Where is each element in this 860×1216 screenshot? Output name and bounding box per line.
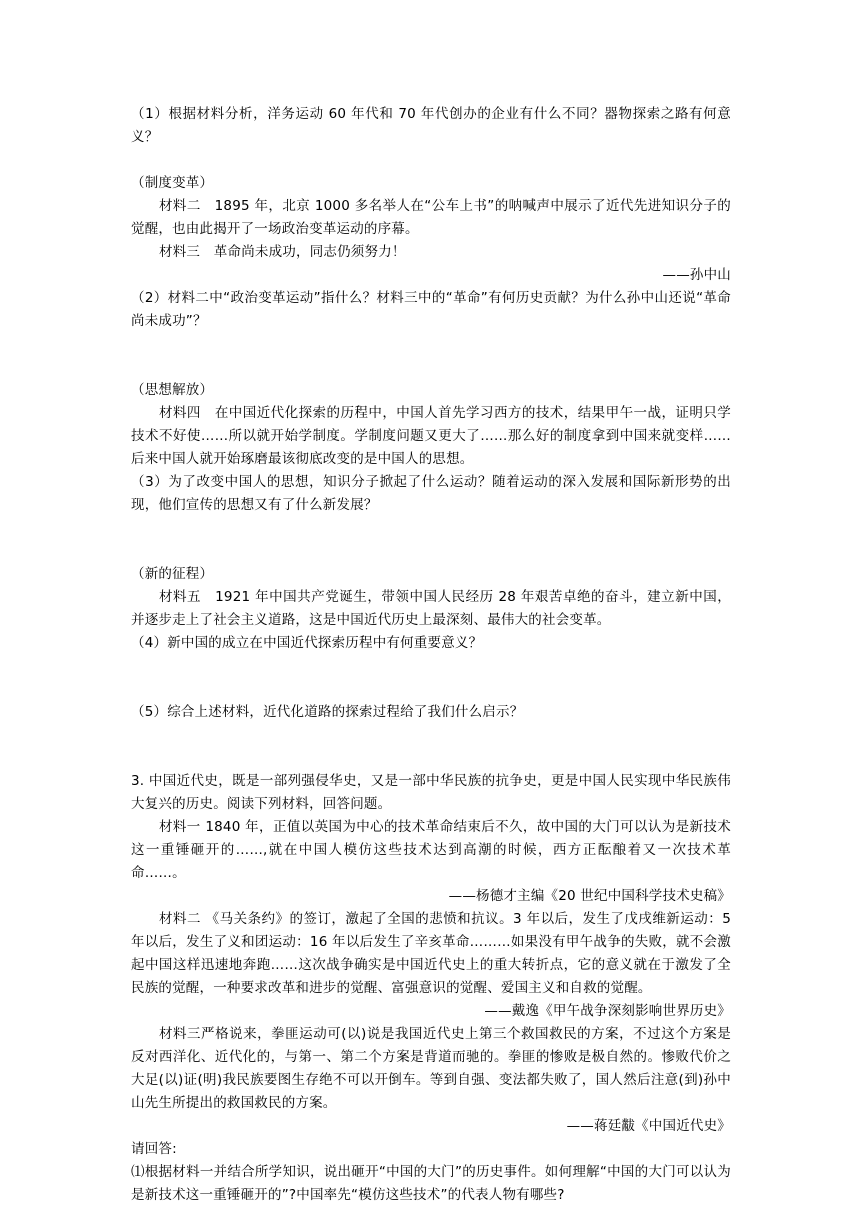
material-3-source: ——孙中山: [662, 267, 731, 283]
section-heading-thought-liberation: （思想解放）: [131, 382, 214, 398]
question-1: （1）根据材料分析，洋务运动 60 年代和 70 年代创办的企业有什么不同？器物探索之路有何意义？: [131, 106, 731, 145]
question-2: （2）材料二中“政治变革运动”指什么？材料三中的“革命”有何历史贡献？为什么孙中山还说“革命尚未成功”？: [131, 290, 731, 329]
topic-3-material-3: 材料三严格说来，拳匪运动可(以)说是我国近代史上第三个救国救民的方案，不过这个方案是反对西洋化、近代化的，与第一、第二个方案是背道而驰的。拳匪的惨败是极自然的。惨败代价之大足(以)证(明)我民族要图生存绝不可以开倒车。等到自强、变法都失败了，国人然后注意(到)孙中山先生所提出的救国救民的方案。: [131, 1026, 731, 1111]
material-2: 材料二 1895 年，北京 1000 多名举人在“公车上书”的呐喊声中展示了近代先进知识分子的觉醒，也由此揭开了一场政治变革运动的序幕。: [131, 198, 731, 237]
topic-3-material-2-source: ——戴逸《甲午战争深刻影响世界历史》: [484, 1003, 731, 1019]
document-page: [131, 103, 731, 1207]
material-3: 材料三 革命尚未成功，同志仍须努力！: [159, 244, 406, 260]
topic-3-material-1: 材料一 1840 年，正值以英国为中心的技术革命结束后不久，故中国的大门可以认为是新技术这一重锤砸开的……,就在中国人模仿这些技术达到高潮的时候，西方正酝酿着又一次技术革命……。: [131, 819, 731, 881]
section-heading-institutional-reform: （制度变革）: [131, 175, 214, 191]
topic-3-intro: 3. 中国近代史，既是一部列强侵华史，又是一部中华民族的抗争史，更是中国人民实现中华民族伟大复兴的历史。阅读下列材料，回答问题。: [131, 773, 731, 812]
question-3: （3）为了改变中国人的思想，知识分子掀起了什么运动？随着运动的深入发展和国际新形势的出现，他们宣传的思想又有了什么新发展？: [131, 474, 731, 513]
topic-3-material-3-source: ——蒋廷黻《中国近代史》: [566, 1118, 731, 1134]
topic-3-material-2: 材料二 《马关条约》的签订，激起了全国的悲愤和抗议。3 年以后，发生了戊戌维新运动：5 年以后，发生了义和团运动：16 年以后发生了辛亥革命………如果没有甲午战争的失败，就不会激起中国这样迅速地奔跑……这次战争确实是中国近代史上的重大转折点，它的意义就在于激发了全民族的觉醒，一种要求改革和进步的觉醒、富强意识的觉醒、爱国主义和自救的觉醒。: [131, 911, 731, 996]
material-4: 材料四 在中国近代化探索的历程中，中国人首先学习西方的技术，结果甲午一战，证明只学技术不好使……所以就开始学制度。学制度问题又更大了……那么好的制度拿到中国来就变样……后来中国人就开始琢磨最该彻底改变的是中国人的思想。: [131, 405, 731, 467]
material-5: 材料五 1921 年中国共产党诞生，带领中国人民经历 28 年艰苦卓绝的奋斗，建立新中国，并逐步走上了社会主义道路，这是中国近代历史上最深刻、最伟大的社会变革。: [131, 589, 731, 628]
topic-3-answer-prompt: 请回答:: [131, 1141, 177, 1157]
question-4: （4）新中国的成立在中国近代探索历程中有何重要意义？: [131, 635, 483, 651]
topic-3-question-1: ⑴根据材料一并结合所学知识，说出砸开“中国的大门”的历史事件。如何理解“中国的大门可以认为是新技术这一重锤砸开的”?中国率先“模仿这些技术”的代表人物有哪些?: [131, 1164, 731, 1203]
topic-3-material-1-source: ——杨德才主编《20 世纪中国科学技术史稿》: [448, 888, 731, 904]
question-5: （5）综合上述材料，近代化道路的探索过程给了我们什么启示？: [131, 704, 524, 720]
section-heading-new-journey: （新的征程）: [131, 566, 214, 582]
